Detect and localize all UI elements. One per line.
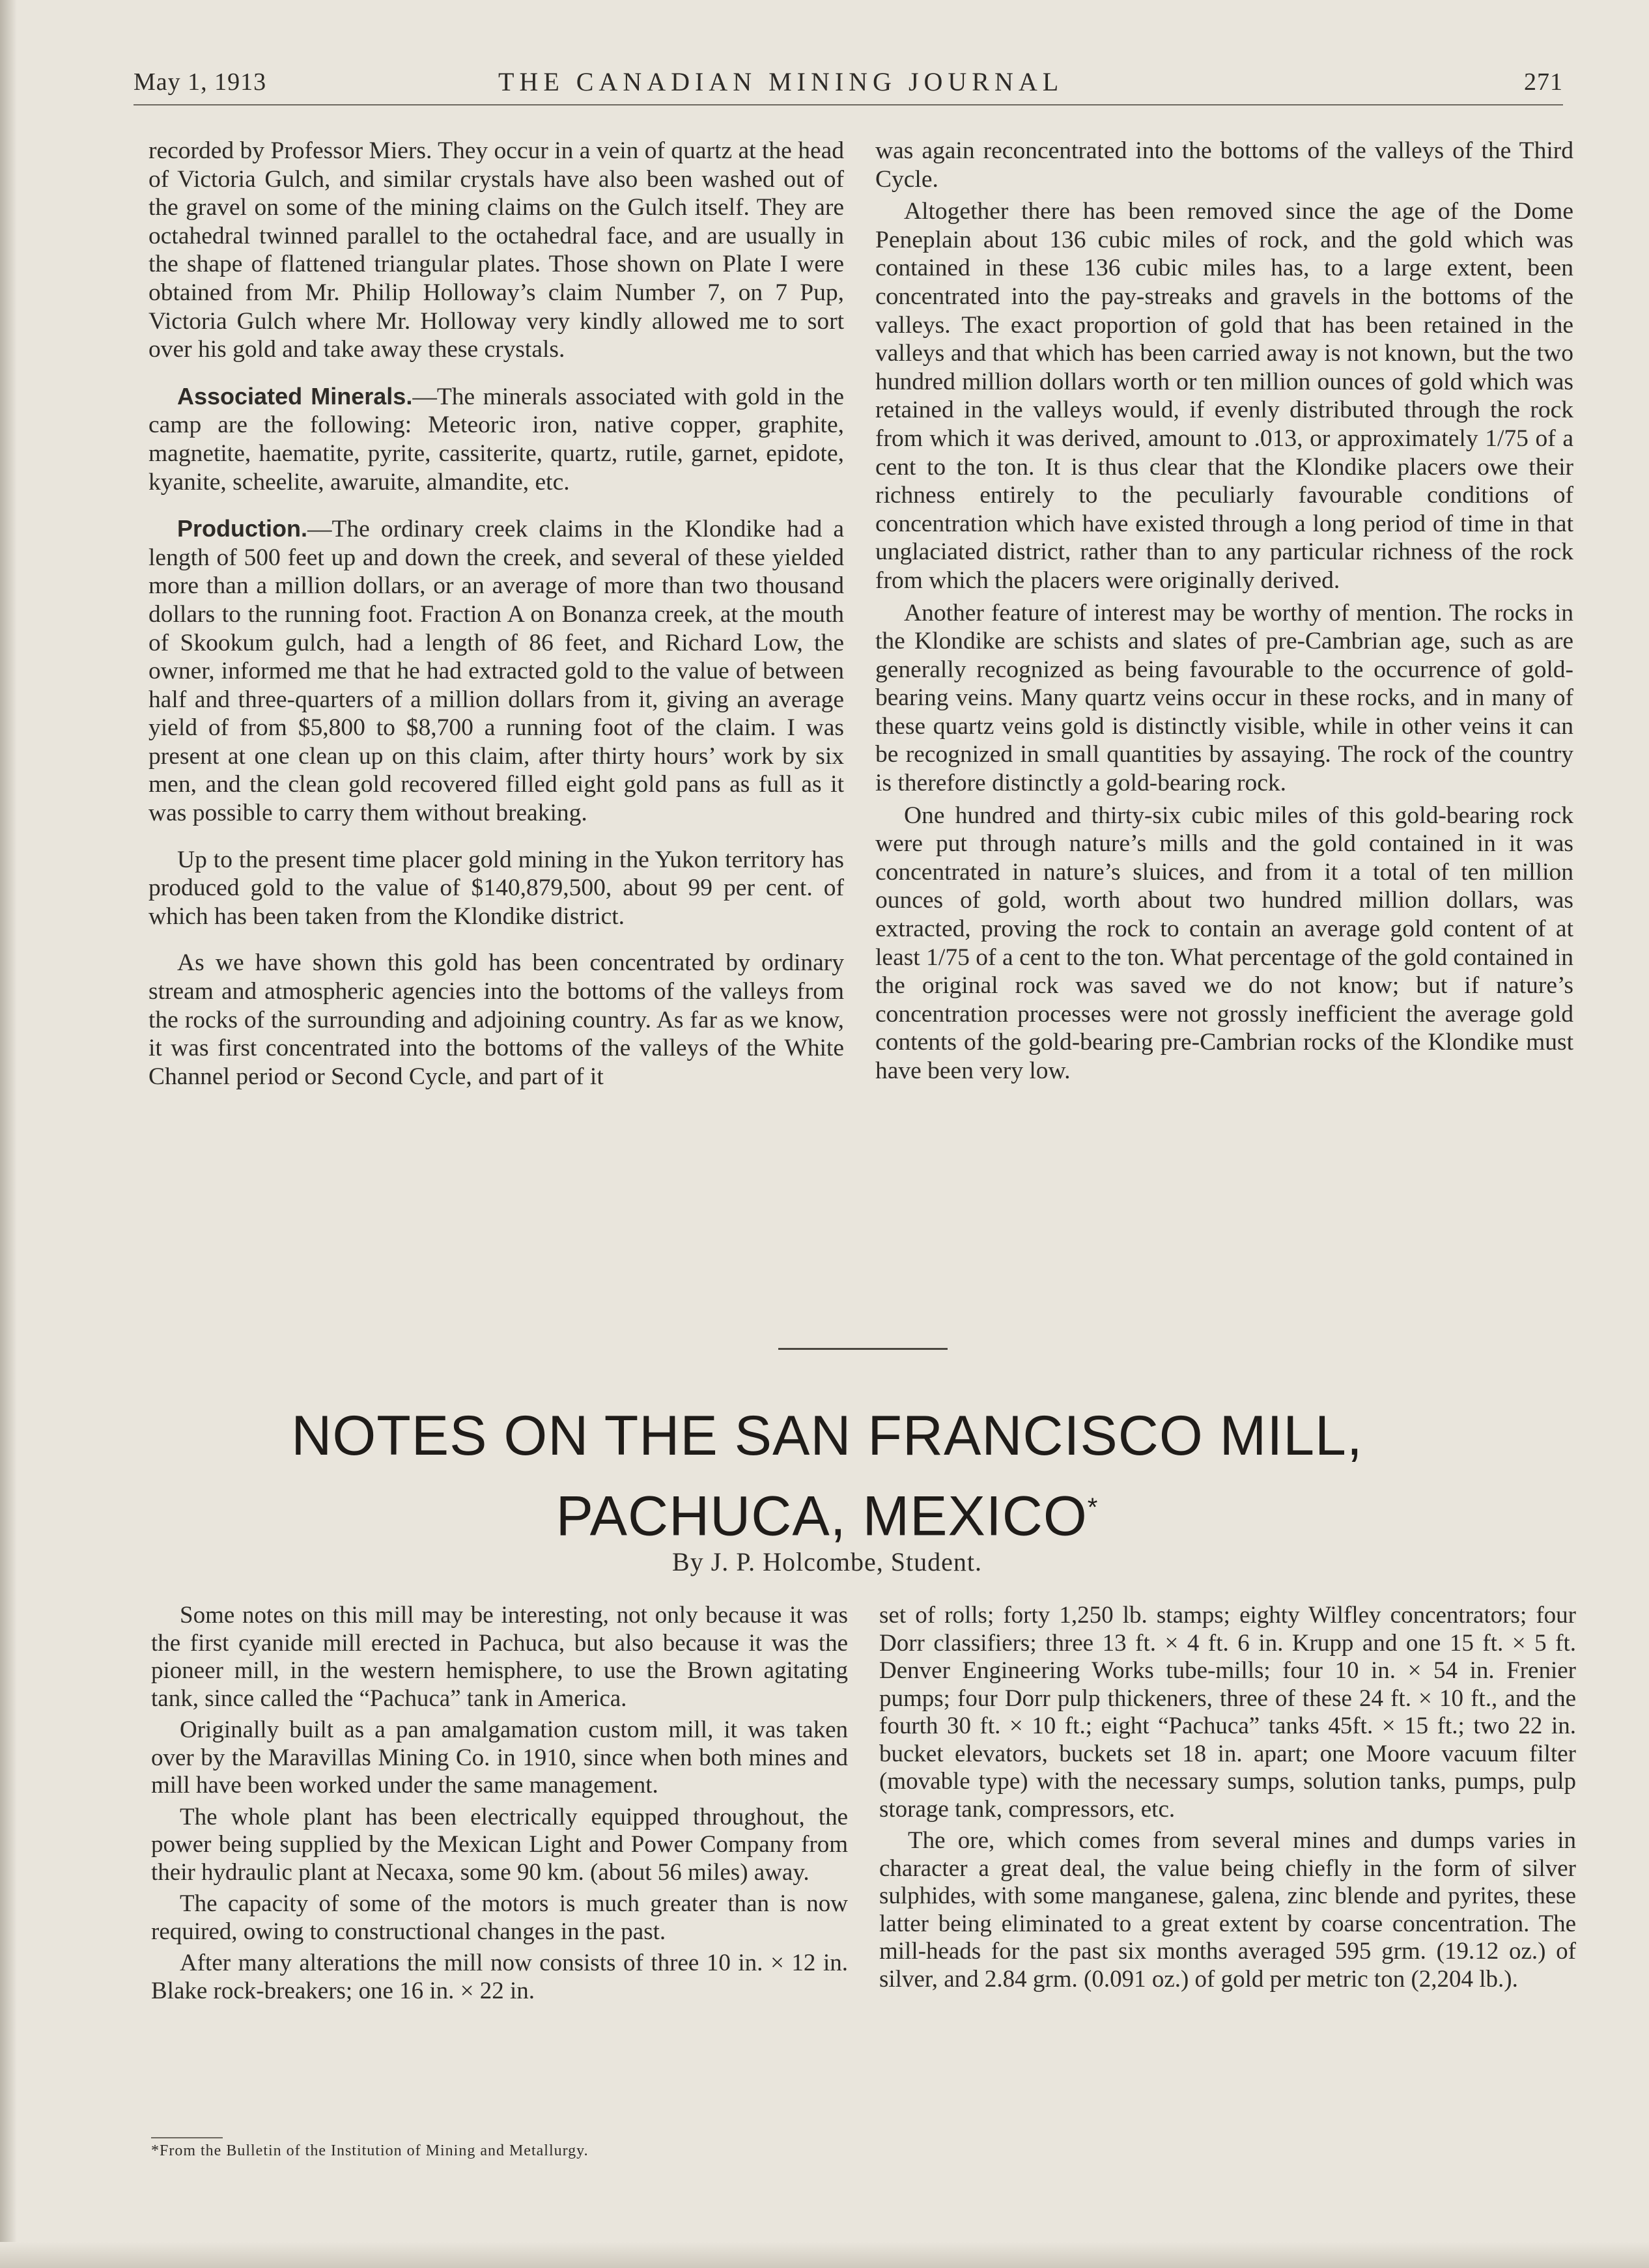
paragraph: The ore, which comes from several mines and dumps varies in character a great deal, the value being chiefly in the form of silver sulphides, with some manganese, galena, zinc blende and pyrites, these latter being eliminated to a great extent by coarse concentration. The mill-heads for the past six months averaged 595 grm. (19.12 oz.) of silver, and 2.84 grm. (0.091 oz.) of gold per metric ton (2,204 lb.).	[879, 1827, 1576, 1993]
running-head	[134, 64, 1563, 103]
journal-title: THE CANADIAN MINING JOURNAL	[498, 67, 1064, 96]
page-number: 271	[1524, 68, 1563, 96]
left-column	[148, 137, 844, 1091]
footnote-rule	[151, 2137, 223, 2138]
paragraph: The whole plant has been electrically equipped throughout, the power being supplied by the Mexican Light and Power Company from their hydraulic plant at Necaxa, some 90 km. (about 56 miles) away.	[151, 1803, 848, 1886]
title-line-1: NOTES ON THE SAN FRANCISCO MILL,	[291, 1405, 1363, 1467]
byline: By J. P. Holcombe, Student.	[672, 1547, 982, 1576]
section-divider	[778, 1348, 948, 1350]
title-line-2-text: PACHUCA, MEXICO	[556, 1485, 1088, 1548]
footnote: *From the Bulletin of the Institution of Mining and Metallurgy.	[151, 2142, 589, 2159]
paragraph: Originally built as a pan amalgamation custom mill, it was taken over by the Maravillas Mining Co. in 1910, since when both mines and mill have been worked under the same management.	[151, 1716, 848, 1799]
paragraph: Altogether there has been removed since the age of the Dome Peneplain about 136 cubic miles of rock, and the gold which was contained in these 136 cubic miles has, to a large extent, been concentrated into the pay-streaks and gravels in the bottoms of the valleys. The exact proportion of gold that has been retained in the valleys and that which has been carried away is not known, but the two hundred million dollars worth or ten million ounces of gold which was retained in the valleys would, if evenly distributed through the rock from which it was derived, amount to .013, or approximately 1/75 of a cent to the ton. It is thus clear that the Klondike placers owe their richness entirely to the peculiarly favourable conditions of concentration which have existed through a long period of time in that unglaciated district, rather than to any particular richness of the rock from which the placers were originally derived.	[875, 198, 1573, 594]
header-rule	[134, 104, 1563, 105]
page-edge-shadow	[0, 0, 17, 2268]
right-column	[875, 137, 1573, 1085]
paragraph: Some notes on this mill may be interesting, not only because it was the first cyanide mill erected in Pachuca, but also because it was the pioneer mill, in the western hemisphere, to use the Brown agitating tank, since called the “Pachuca” tank in America.	[151, 1602, 848, 1712]
issue-date: May 1, 1913	[134, 68, 267, 96]
paragraph: One hundred and thirty-six cubic miles of this gold-bearing rock were put through nature’s mills and the gold contained in it was concentrated in nature’s sluices, and from it a total of ten million ounces of gold, worth about two hundred million dollars, was extracted, proving the rock to contain an average gold content of at least 1/75 of a cent to the ton. What percentage of the gold contained in the original rock was saved we do not know; but if nature’s concentration processes were not grossly inefficient the average gold contents of the gold-bearing pre-Cambrian rocks of the Klondike must have been very low.	[875, 802, 1573, 1084]
article-right-column	[879, 1602, 1576, 1993]
section-heading: Production.	[177, 515, 307, 542]
title-line-2	[195, 1472, 1459, 1552]
article-left-column	[151, 1602, 848, 2005]
paragraph: The capacity of some of the motors is much greater than is now required, owing to constructional changes in the past.	[151, 1890, 848, 1945]
footnote-mark: *	[1087, 1493, 1099, 1522]
article-title	[195, 1400, 1459, 1552]
paragraph: recorded by Professor Miers. They occur in a vein of quartz at the head of Victoria Gulch, and similar crystals have also been washed out of the gravel on some of the mining claims on the Gulch itself. They are octahedral twinned parallel to the octahedral face, and are usually in the shape of flattened triangular plates. Those shown on Plate I were obtained from Mr. Philip Holloway’s claim Number 7, on 7 Pup, Victoria Gulch where Mr. Holloway very kindly allowed me to sort over his gold and take away these crystals.	[148, 137, 844, 363]
paragraph-associated-minerals	[148, 382, 844, 496]
paragraph: As we have shown this gold has been concentrated by ordinary stream and atmospheric agencies into the bottoms of the valleys from the rocks of the surrounding and adjoining country. As far as we know, it was first concentrated into the bottoms of the valleys of the White Channel period or Second Cycle, and part of it	[148, 949, 844, 1090]
paragraph: Up to the present time placer gold mining in the Yukon territory has produced gold to the value of $140,879,500, about 99 per cent. of which has been taken from the Klondike district.	[148, 846, 844, 930]
paragraph: After many alterations the mill now consists of three 10 in. × 12 in. Blake rock-breakers; one 16 in. × 22 in.	[151, 1950, 848, 2004]
paragraph-text: —The minerals associated with gold in the camp are the following: Meteoric iron, native copper, graphite, magnetite, haematite, pyrite, cassiterite, quartz, rutile, garnet, epidote, kyanite, scheelite, awaruite, almandite, etc.	[148, 383, 844, 496]
paragraph: set of rolls; forty 1,250 lb. stamps; eighty Wilfley concentrators; four Dorr classifiers; three 13 ft. × 4 ft. 6 in. Krupp and one 15 ft. × 5 ft. Denver Engineering Works tube-mills; four 10 in. × 54 in. Frenier pumps; four Dorr pulp thickeners, three of these 24 ft. × 10 ft., and the fourth 30 ft. × 10 ft.; eight “Pachuca” tanks 45ft. × 15 ft.; two 22 in. bucket elevators, buckets set 18 in. apart; one Moore vacuum filter (movable type) with the necessary sumps, solution tanks, pumps, pulp storage tank, compressors, etc.	[879, 1602, 1576, 1823]
page-bottom-shadow	[0, 2242, 1649, 2268]
paragraph-production	[148, 514, 844, 828]
paragraph-text: —The ordinary creek claims in the Klondike had a length of 500 feet up and down the creek, and several of these yielded more than a million dollars, or an average of more than two thousand dollars to the running foot. Fraction A on Bonanza creek, at the mouth of Skookum gulch, had a length of 86 feet, and Richard Low, the owner, informed me that he had extracted gold to the value of between half and three-quarters of a million dollars from it, giving an average yield of from $5,800 to $8,700 a running foot of the claim. I was present at one clean up on this claim, after thirty hours’ work by six men, and the clean gold recovered filled eight gold pans as full as it was possible to carry them without breaking.	[148, 516, 844, 827]
paragraph: Another feature of interest may be worthy of mention. The rocks in the Klondike are schists and slates of pre-Cambrian age, such as are generally recognized as being favourable to the occurrence of gold-bearing veins. Many quartz veins occur in these rocks, and in many of these quartz veins gold is distinctly visible, while in other veins it can be recognized in small quantities by assaying. The rock of the country is therefore distinctly a gold-bearing rock.	[875, 599, 1573, 797]
section-heading: Associated Minerals.	[177, 382, 413, 410]
paragraph: was again reconcentrated into the bottoms of the valleys of the Third Cycle.	[875, 137, 1573, 193]
